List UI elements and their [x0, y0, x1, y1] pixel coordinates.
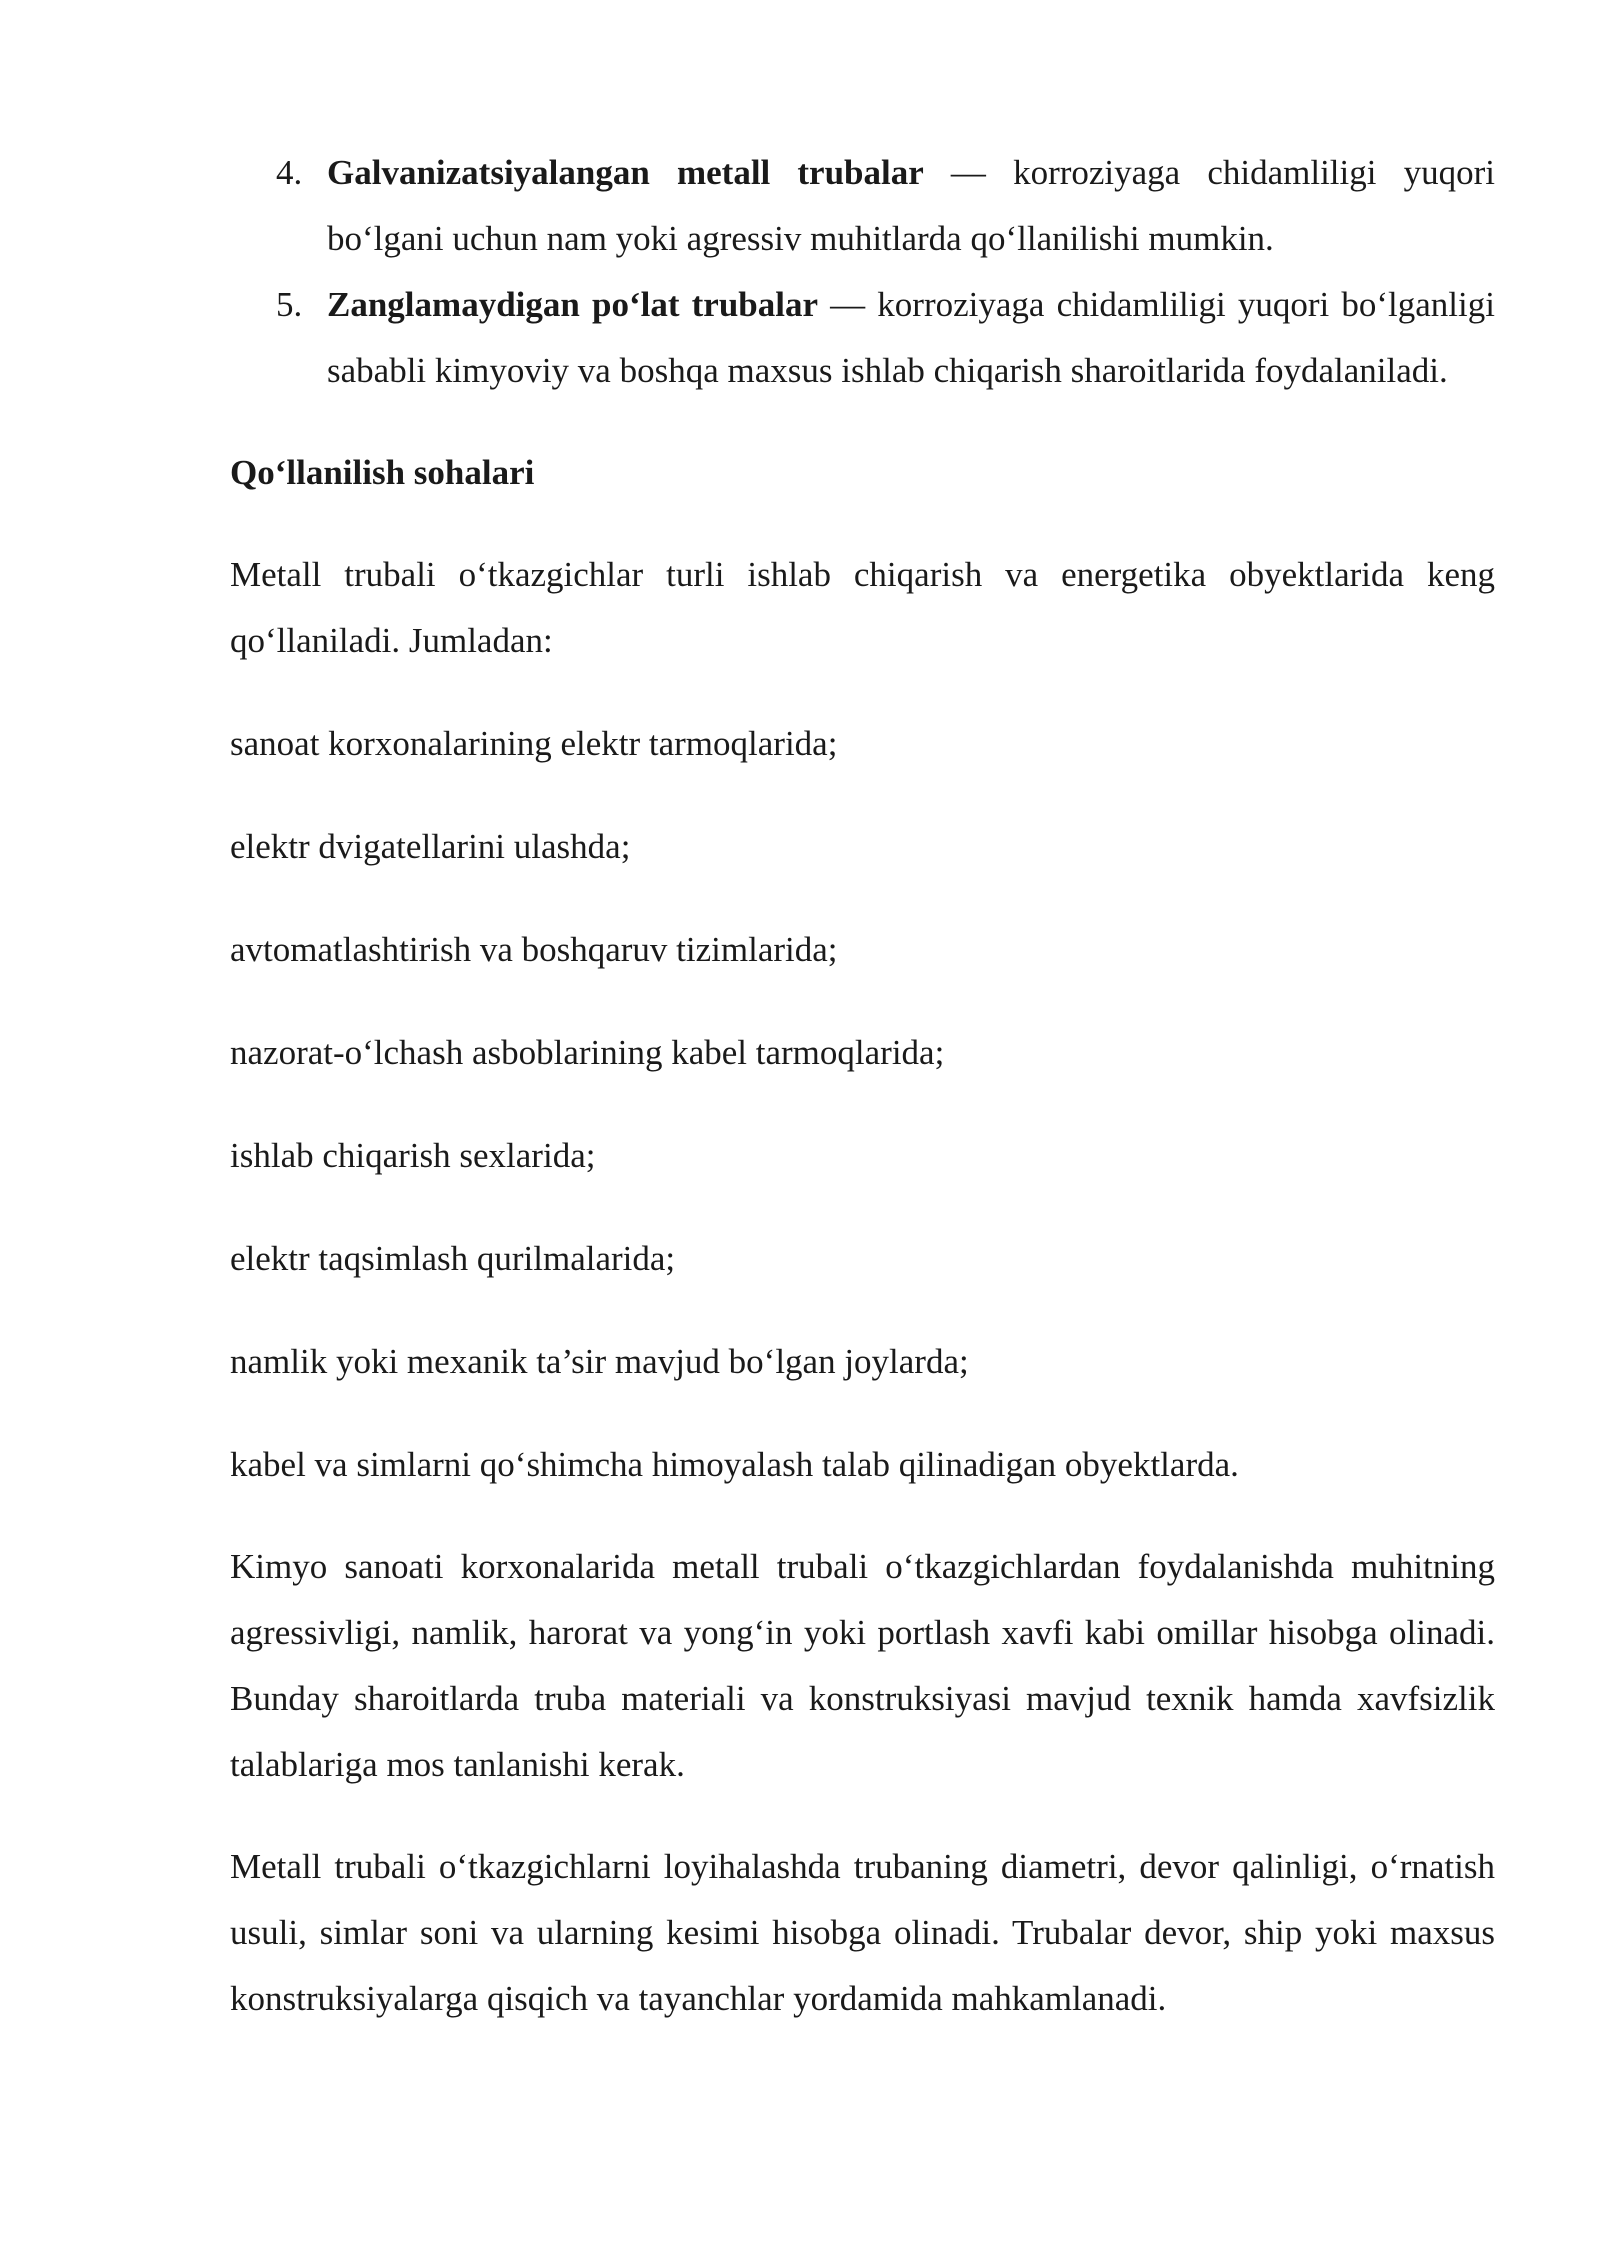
- application-item: kabel va simlarni qo‘shimcha himoyalash talab qilinadigan obyektlarda.: [230, 1445, 1239, 1484]
- application-item: sanoat korxonalarining elektr tarmoqlarida;: [230, 724, 838, 763]
- application-item: nazorat-o‘lchash asboblarining kabel tarmoqlarida;: [230, 1033, 945, 1072]
- application-item: ishlab chiqarish sexlarida;: [230, 1136, 596, 1175]
- section-heading: Qo‘llanilish sohalari: [230, 453, 535, 492]
- list-text: — korroziyaga chidamliligi yuqori bo‘lgani uchun nam yoki agressiv muhitlarda qo‘llanilishi mumkin.: [327, 153, 1495, 258]
- list-term: Galvanizatsiyalangan metall trubalar: [327, 153, 924, 192]
- application-item: elektr taqsimlash qurilmalarida;: [230, 1239, 676, 1278]
- list-term: Zanglamaydigan po‘lat trubalar: [327, 285, 819, 324]
- list-number: 4.: [276, 153, 303, 192]
- application-item: elektr dvigatellarini ulashda;: [230, 827, 631, 866]
- chemical-industry-paragraph: Kimyo sanoati korxonalarida metall trubali o‘tkazgichlardan foydalanishda muhitning agressivligi, namlik, harorat va yong‘in yoki portlash xavfi kabi omillar hisobga olinadi. Bunday sharoitlarda truba materiali va konstruksiyasi mavjud texnik hamda xavfsizlik talablariga mos tanlanishi kerak.: [230, 1547, 1495, 1784]
- list-item: [230, 272, 1495, 404]
- application-item: avtomatlashtirish va boshqaruv tizimlarida;: [230, 930, 838, 969]
- design-paragraph: Metall trubali o‘tkazgichlarni loyihalashda trubaning diametri, devor qalinligi, o‘rnatish usuli, simlar soni va ularning kesimi hisobga olinadi. Trubalar devor, ship yoki maxsus konstruksiyalarga qisqich va tayanchlar yordamida mahkamlanadi.: [230, 1847, 1495, 2018]
- pipe-types-list: [230, 140, 1495, 404]
- list-text: — korroziyaga chidamliligi yuqori bo‘lganligi sababli kimyoviy va boshqa maxsus ishlab chiqarish sharoitlarida foydalaniladi.: [327, 285, 1495, 390]
- intro-paragraph: Metall trubali o‘tkazgichlar turli ishlab chiqarish va energetika obyektlarida keng qo‘llaniladi. Jumladan:: [230, 555, 1495, 660]
- application-item: namlik yoki mexanik ta’sir mavjud bo‘lgan joylarda;: [230, 1342, 969, 1381]
- list-number: 5.: [276, 285, 303, 324]
- list-item: [230, 140, 1495, 272]
- document-page: [230, 140, 1495, 2032]
